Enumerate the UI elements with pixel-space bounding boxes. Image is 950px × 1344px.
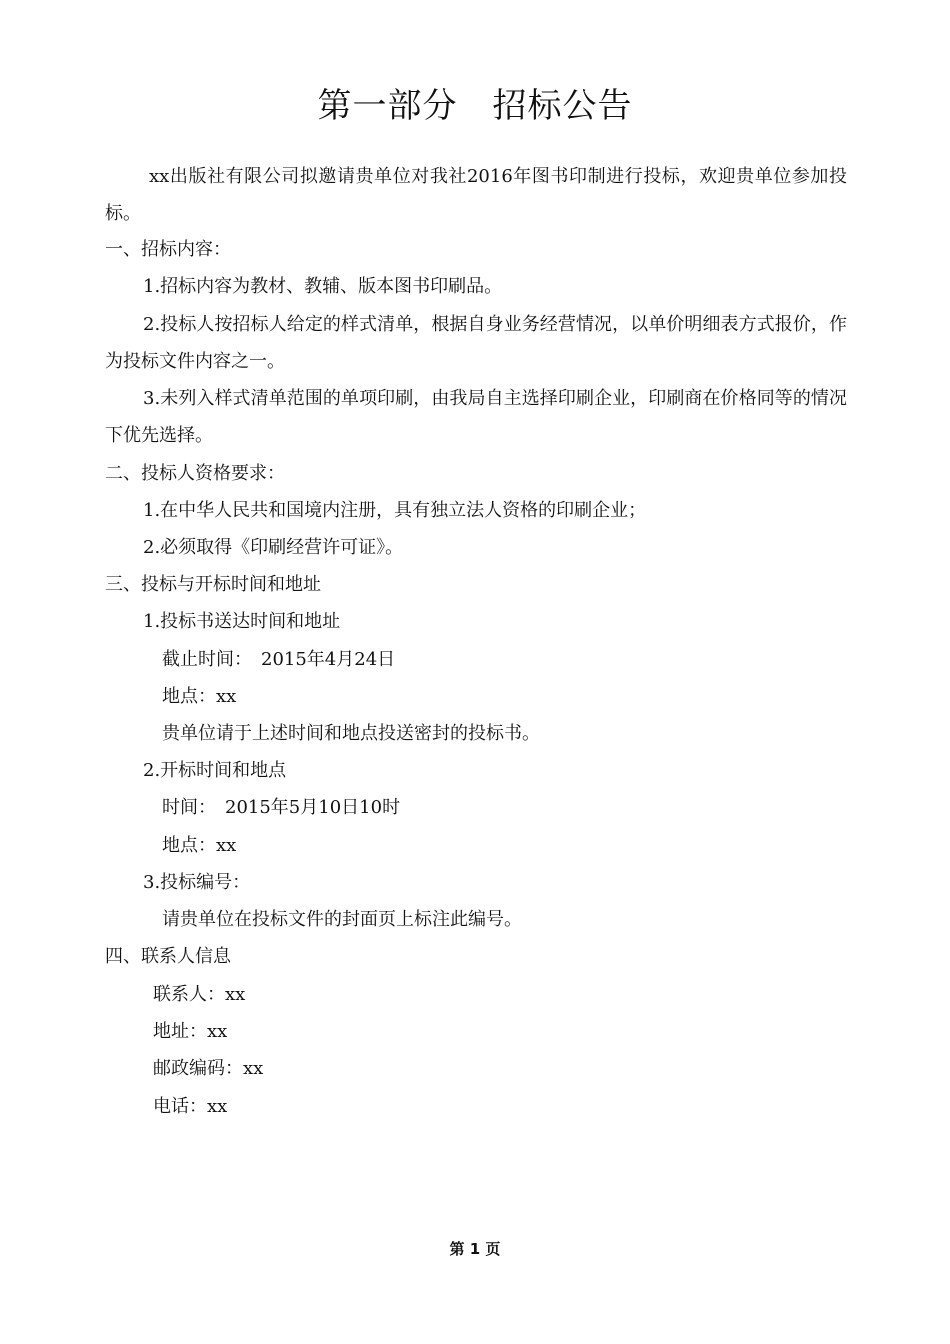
section3-heading: 三、投标与开标时间和地址 <box>105 574 321 595</box>
page-number: 第 1 页 <box>449 1240 501 1258</box>
section3-deadline: 截止时间： 2015年4月24日 <box>162 649 396 670</box>
section3-sub2-location: 地点：xx <box>162 835 237 856</box>
intro-paragraph: xx出版社有限公司拟邀请贵单位对我社2016年图书印制进行投标，欢迎贵单位参加投标。 <box>105 166 847 224</box>
section2-item1: 1.在中华人民共和国境内注册，具有独立法人资格的印刷企业； <box>143 500 647 521</box>
contact-address: 地址：xx <box>153 1021 228 1042</box>
section2-heading: 二、投标人资格要求： <box>105 463 285 484</box>
section3-sub2-title: 2.开标时间和地点 <box>143 760 287 781</box>
section1-item1: 1.招标内容为教材、教辅、版本图书印刷品。 <box>143 276 503 297</box>
section3-sub2-time: 时间： 2015年5月10日10时 <box>162 797 401 818</box>
section3-sub1-location: 地点：xx <box>162 686 237 707</box>
contact-postcode: 邮政编码：xx <box>153 1058 264 1079</box>
section1-item3: 3.未列入样式清单范围的单项印刷，由我局自主选择印刷企业，印刷商在价格同等的情况下优先选择。 <box>105 388 847 446</box>
section3-sub1-note: 贵单位请于上述时间和地点投送密封的投标书。 <box>162 723 540 744</box>
contact-phone: 电话：xx <box>153 1096 228 1117</box>
section3-sub3-title: 3.投标编号： <box>143 872 251 893</box>
section2-item2: 2.必须取得《印刷经营许可证》。 <box>143 537 404 558</box>
page-title: 第一部分 招标公告 <box>317 86 633 126</box>
section1-item2: 2.投标人按招标人给定的样式清单，根据自身业务经营情况，以单价明细表方式报价，作为投标文件内容之一。 <box>105 314 847 372</box>
section3-sub1-title: 1.投标书送达时间和地址 <box>143 611 341 632</box>
section4-heading: 四、联系人信息 <box>105 946 231 967</box>
section3-sub3-note: 请贵单位在投标文件的封面页上标注此编号。 <box>162 909 522 930</box>
section1-heading: 一、招标内容： <box>105 239 231 260</box>
contact-person: 联系人：xx <box>153 984 246 1005</box>
